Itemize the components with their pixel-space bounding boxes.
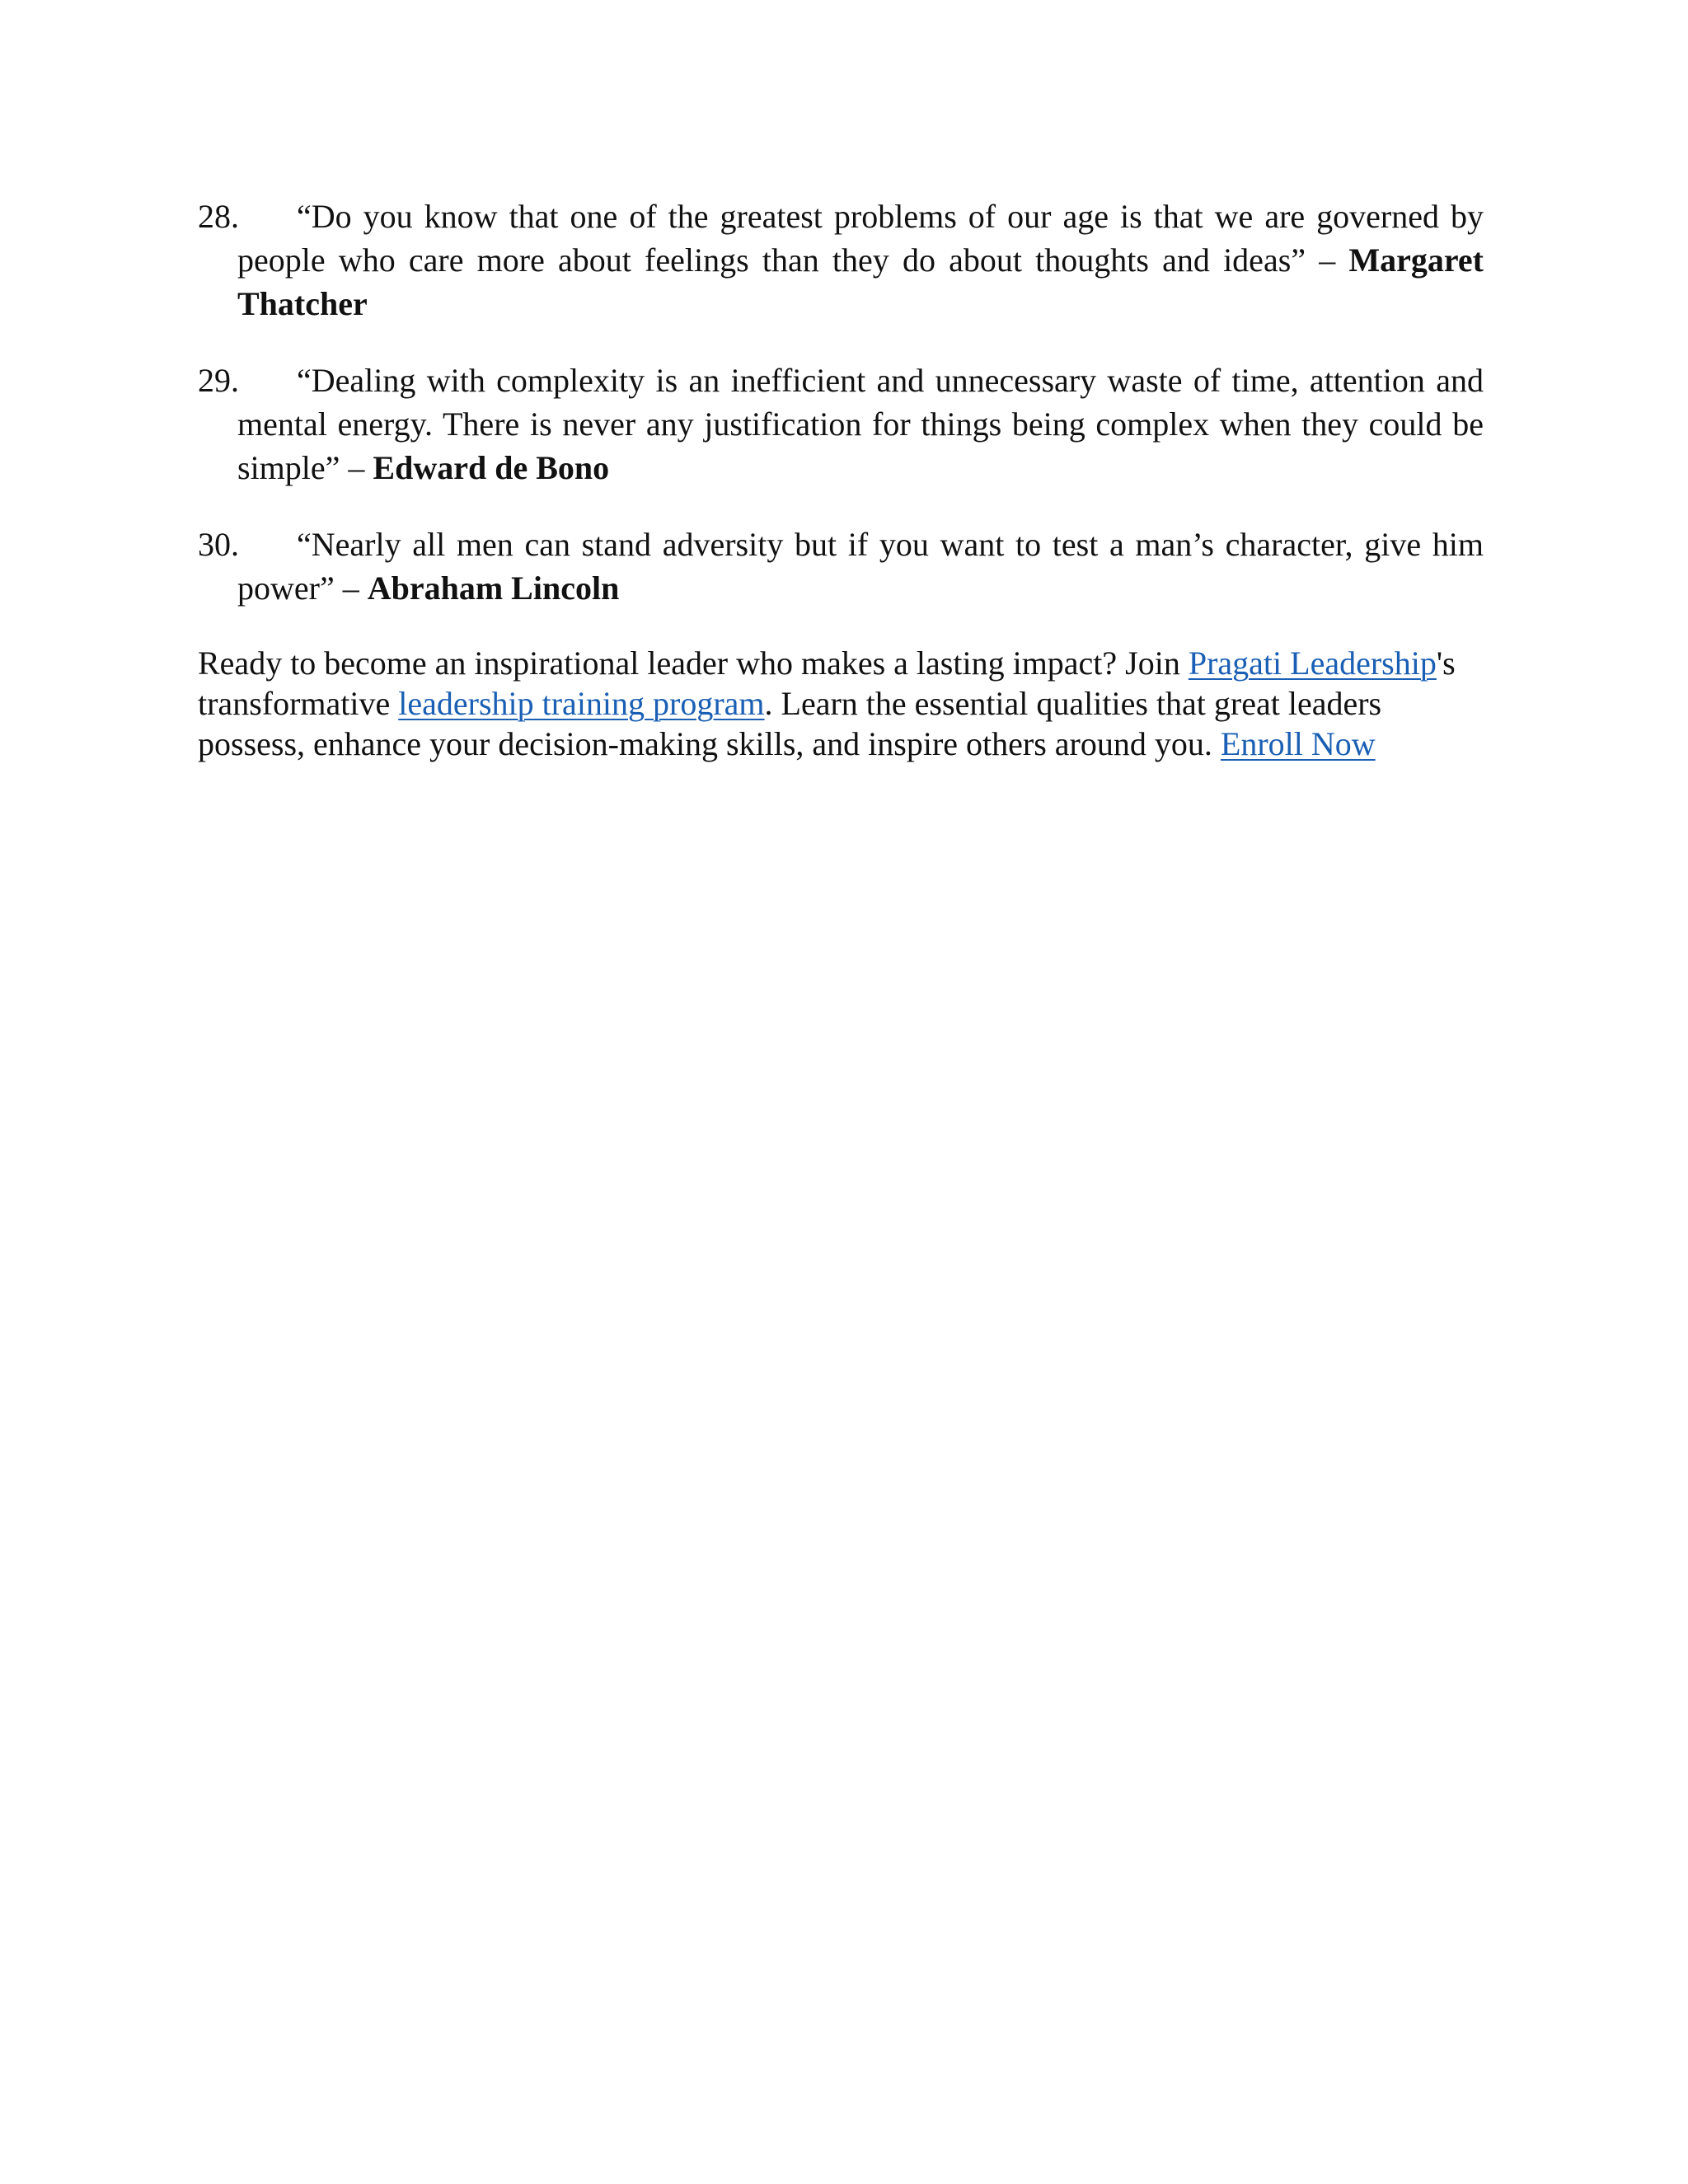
page-content xyxy=(198,194,1484,797)
quote-author: Edward de Bono xyxy=(373,449,610,486)
quote-item-28 xyxy=(198,194,1484,326)
quote-item-30 xyxy=(198,523,1484,610)
quote-number: 28. xyxy=(198,198,239,235)
cta-intro-text: Ready to become an inspirational leader who makes a lasting impact? Join xyxy=(198,644,1189,682)
enroll-now-link[interactable]: Enroll Now xyxy=(1220,725,1376,762)
cta-body-text: . Learn the essential qualities that great leaders possess, enhance your decision-making skills, and inspire others around you. xyxy=(198,685,1382,762)
quote-author: Abraham Lincoln xyxy=(367,569,620,607)
quote-number: 29. xyxy=(198,362,239,399)
pragati-leadership-link[interactable]: Pragati Leadership xyxy=(1188,644,1437,682)
quote-number: 30. xyxy=(198,526,239,563)
quote-item-29 xyxy=(198,359,1484,490)
quote-text: “Dealing with complexity is an inefficient and unnecessary waste of time, attention and mental energy. There is never any justification for things being complex when they could be simple” – xyxy=(237,362,1484,486)
quote-text: “Do you know that one of the greatest problems of our age is that we are governed by people who care more about feelings than they do about thoughts and ideas” – xyxy=(237,198,1484,279)
quote-text: “Nearly all men can stand adversity but if you want to test a man’s character, give him power” – xyxy=(237,526,1484,607)
cta-possessive-text: 's transformative xyxy=(198,644,1456,722)
quote-author: Margaret Thatcher xyxy=(237,241,1484,322)
call-to-action-paragraph xyxy=(198,643,1484,764)
leadership-training-program-link[interactable]: leadership training program xyxy=(398,685,765,722)
